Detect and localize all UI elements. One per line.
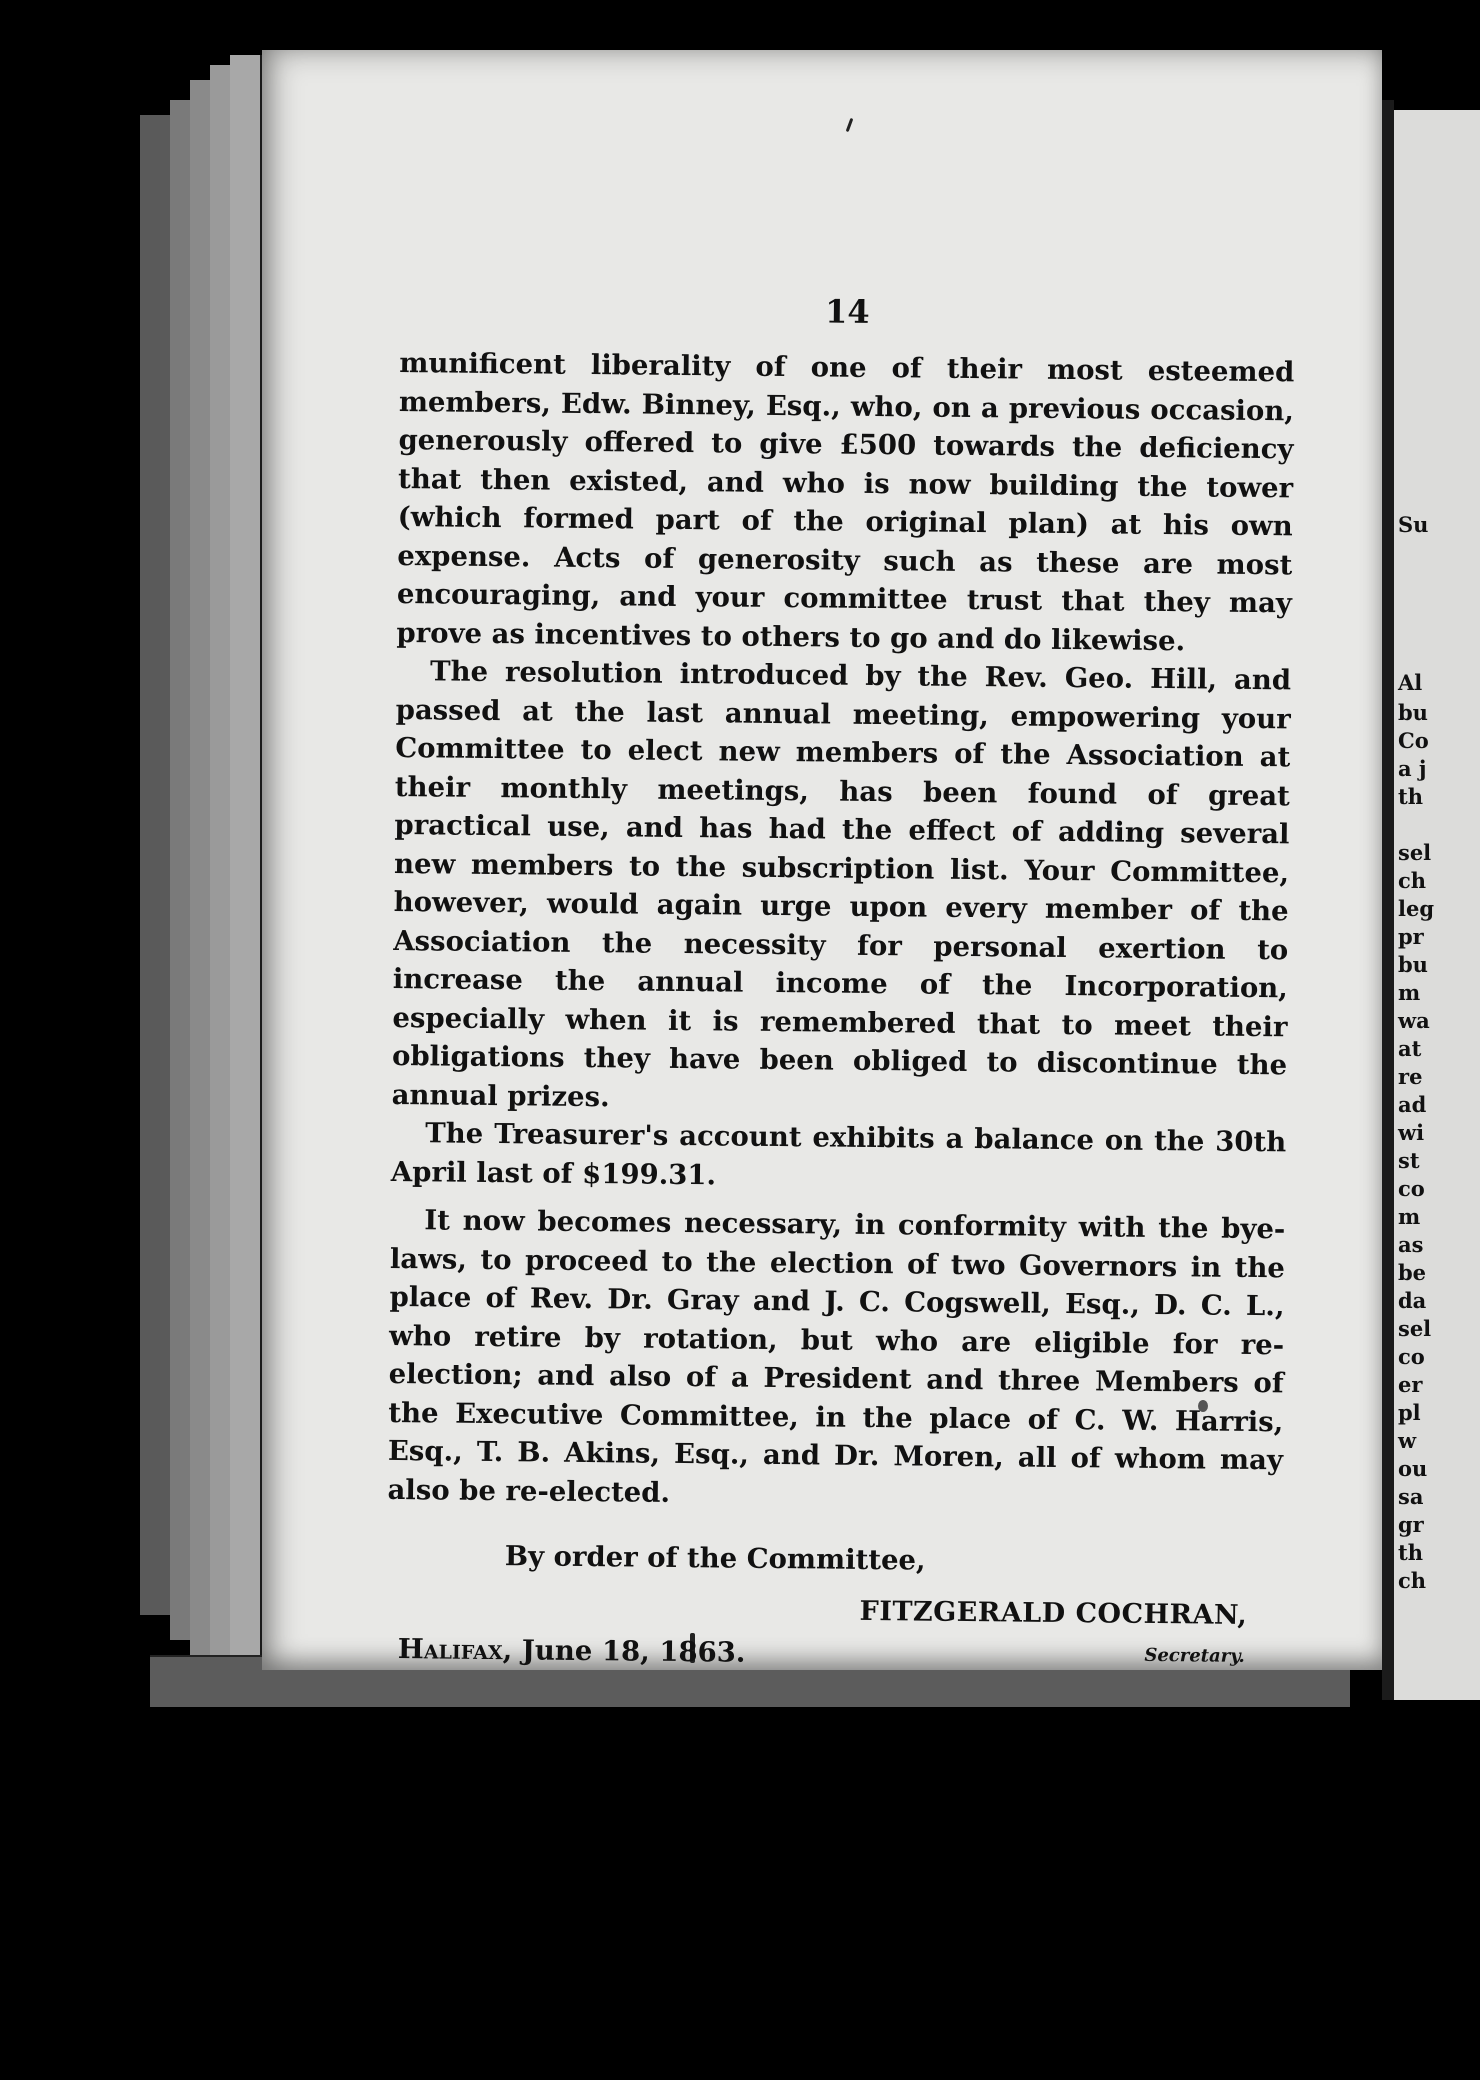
facing-page-fragment: ch [1398,1568,1427,1593]
facing-page-fragment: gr [1398,1512,1424,1537]
date: June 18, 1863. [521,1634,746,1669]
page-stack-edge [230,55,262,1685]
facing-page-fragment: th [1398,1540,1423,1565]
facing-page-fragment: ch [1398,868,1427,893]
facing-page-fragment: st [1398,1148,1420,1173]
facing-page-fragment: er [1398,1372,1423,1397]
facing-page-fragment: a j [1398,756,1427,781]
facing-page-fragment: be [1398,1260,1427,1285]
facing-page-fragment: Co [1398,728,1429,753]
facing-page-fragment: ad [1398,1092,1427,1117]
facing-page-fragment: pr [1398,924,1424,949]
paragraph-treasurer: The Treasurer's account exhibits a balance on the 30th April last of $199.31. [390,1117,1287,1191]
signature-name: FITZGERALD COCHRAN, [859,1595,1248,1631]
paragraph-resolution: The resolution introduced by the Rev. Geo. Hill, and passed at the last annual meeting, empowering your Committee to elect new members of the Association at their monthly meetings, has been found of great practical use, and has had the effect of adding several new members to the subscription list. Your Committee, however, would again urge upon every member of the Association the necessity for personal exertion to increase the annual income of the Incorporation, especially when it is remembered that to meet their obligations they have been obliged to discontinue the annual prizes. [391,655,1292,1113]
facing-page-fragment: da [1398,1288,1427,1313]
place: Halifax, [397,1633,513,1667]
facing-page-fragment: re [1398,1064,1423,1089]
facing-page-fragment: pl [1398,1400,1421,1425]
facing-page-fragment: leg [1398,896,1435,921]
facing-page-fragment: co [1398,1344,1425,1369]
paragraph-continuation: munificent liberality of one of their most esteemed members, Edw. Binney, Esq., who, on a previous occasion, generously offered to give £500 towards the deficiency that then existed, and who is now building the tower (which formed part of the original plan) at his own expense. Acts of generosity such as these are most encouraging, and your committee trust that they may prove as incentives to others to go and do likewise. [396,346,1295,657]
facing-page-fragment: at [1398,1036,1422,1061]
facing-page-fragment: sel [1398,1316,1432,1341]
facing-page-fragment: bu [1398,700,1428,725]
place-date [398,1633,746,1669]
facing-page [1394,110,1480,1700]
facing-page-fragment: th [1398,784,1423,809]
facing-page-fragment: sel [1398,840,1432,865]
facing-page-fragment: wa [1398,1008,1430,1033]
paragraph-election: It now becomes necessary, in conformity with the bye-laws, to proceed to the election of two Governors in the place of Rev. Dr. Gray and J. C. Cogswell, Esq., D. C. L., who retire by rotation, but who are eligible for re-election; and also of a President and three Members of the Executive Committee, in the place of C. W. Harris, Esq., T. B. Akins, Esq., and Dr. Moren, all of whom may also be re-elected. [387,1204,1286,1509]
page-number: 14 [824,292,870,331]
facing-page-fragment: w [1398,1428,1417,1453]
facing-page-fragment: m [1398,980,1421,1005]
page-content [385,292,1295,1700]
facing-page-fragment: wi [1398,1120,1425,1145]
facing-page-fragment: bu [1398,952,1428,977]
facing-page-fragment: m [1398,1204,1421,1229]
facing-page-fragment: as [1398,1232,1424,1257]
facing-page-fragment: co [1398,1176,1425,1201]
signature-title: Secretary. [1144,1644,1245,1667]
facing-page-fragment: Su [1398,512,1429,537]
book-gutter [1382,100,1394,1700]
signoff-line: By order of the Committee, [504,1540,926,1577]
facing-page-fragment: ou [1398,1456,1428,1481]
signature-block [385,1591,1281,1700]
facing-page-fragment: Al [1398,670,1423,695]
facing-page-fragment: sa [1398,1484,1424,1509]
